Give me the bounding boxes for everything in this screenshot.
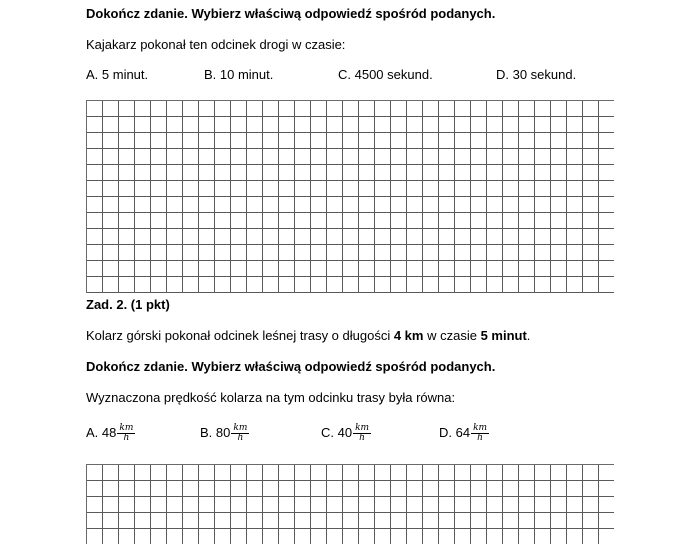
statement-text: w czasie	[423, 328, 481, 343]
task1-instruction: Dokończ zdanie. Wybierz właściwą odpowiedź spośród podanych.	[86, 6, 496, 21]
task2-option-a	[86, 424, 135, 443]
unit-fraction: $\frac{km}{h}$	[119, 423, 134, 443]
option-label: D. 64	[439, 424, 471, 440]
task2-option-d	[439, 424, 489, 443]
task1-option-c: C. 4500 sekund.	[338, 67, 433, 82]
task2-statement	[86, 328, 530, 343]
task2-instruction: Dokończ zdanie. Wybierz właściwą odpowiedź spośród podanych.	[86, 359, 496, 374]
task1-option-d: D. 30 sekund.	[496, 67, 577, 82]
statement-text: .	[526, 328, 531, 343]
task2-option-b	[200, 424, 249, 443]
unit-fraction: $\frac{km}{h}$	[355, 423, 370, 443]
task2-question: Wyznaczona prędkość kolarza na tym odcinku trasy była równa:	[86, 390, 456, 405]
task1-question: Kajakarz pokonał ten odcinek drogi w czasie:	[86, 37, 346, 52]
unit-fraction: $\frac{km}{h}$	[233, 423, 248, 443]
answer-grid-1	[86, 100, 614, 293]
option-label: C. 40	[321, 424, 353, 440]
statement-text: Kolarz górski pokonał odcinek leśnej trasy o długości	[86, 328, 394, 343]
task2-option-c	[321, 424, 371, 443]
task1-option-a: A. 5 minut.	[86, 67, 149, 82]
task1-option-b: B. 10 minut.	[204, 67, 274, 82]
distance-value: 4 km	[393, 328, 424, 343]
option-label: A. 48	[86, 424, 117, 440]
task2-title: Zad. 2. (1 pkt)	[86, 297, 170, 312]
answer-grid-2	[86, 464, 614, 544]
time-value: 5 minut	[480, 328, 527, 343]
unit-fraction: $\frac{km}{h}$	[473, 423, 488, 443]
option-label: B. 80	[200, 424, 231, 440]
